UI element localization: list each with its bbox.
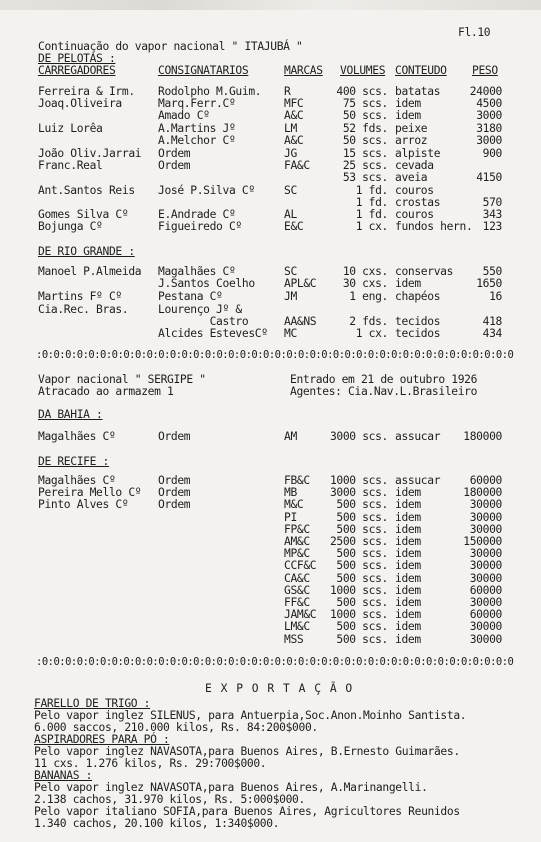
consignee-cell: Magalhães Cº bbox=[158, 265, 236, 278]
folio-number: Fl.10 bbox=[458, 26, 491, 39]
mark-cell: LM&C bbox=[284, 620, 310, 634]
contents-cell: idem bbox=[395, 486, 421, 500]
mark-cell: JG bbox=[284, 147, 297, 160]
export-entry-line: 11 cxs. 1.276 kilos, Rs. 29:700$000. bbox=[34, 757, 267, 770]
contents-cell: crostas bbox=[395, 196, 441, 209]
consignee-cell: Castro bbox=[158, 315, 249, 328]
mark-cell: SC bbox=[284, 265, 297, 278]
consignee-cell: Ordem bbox=[158, 486, 191, 500]
consignee-cell: Rodolpho M.Guim. bbox=[158, 85, 262, 98]
mark-cell: AM&C bbox=[284, 535, 310, 548]
origin-bahia: DA BAHIA : bbox=[38, 408, 103, 421]
shipper-cell: Joaq.Oliveira bbox=[38, 97, 122, 110]
consignee-cell: Figueiredo Cº bbox=[158, 220, 242, 233]
contents-cell: idem bbox=[395, 522, 421, 536]
consignee-cell: José P.Silva Cº bbox=[158, 184, 255, 197]
shipper-cell: Pereira Mello Cº bbox=[38, 486, 142, 500]
mark-cell: R bbox=[284, 85, 291, 98]
consignee-cell: Alcides EstevesCº bbox=[158, 327, 268, 340]
contents-cell: cevada bbox=[395, 159, 434, 172]
volumes-cell: 53 scs. bbox=[342, 171, 388, 184]
volumes-cell: 3000 scs. bbox=[329, 430, 388, 443]
shipper-cell: Magalhães Cº bbox=[38, 430, 116, 443]
shipper-cell: Martins Fº Cº bbox=[38, 290, 122, 303]
consignee-cell: J.Santos Coelho bbox=[158, 277, 255, 290]
shipper-cell: Magalhães Cº bbox=[38, 474, 116, 487]
export-product-heading: ASPIRADORES PARA PÓ : bbox=[34, 733, 170, 746]
volumes-cell: 500 scs. bbox=[336, 510, 388, 524]
consignee-cell: E.Andrade Cº bbox=[158, 208, 236, 221]
export-entry-line: 1.340 cachos, 20.100 kilos, 1:340$000. bbox=[34, 817, 280, 830]
contents-cell: idem bbox=[395, 510, 421, 524]
shipper-cell: Pinto Alves Cº bbox=[38, 498, 129, 512]
contents-cell: batatas bbox=[395, 85, 441, 98]
consignee-cell: A.Melchor Cº bbox=[158, 134, 236, 147]
weight-cell: 3000 bbox=[476, 134, 502, 147]
consignee-cell: Ordem bbox=[158, 430, 191, 443]
shipper-cell: Franc.Real bbox=[38, 159, 103, 172]
consignee-cell: Ordem bbox=[158, 498, 191, 512]
export-entry-line: Pelo vapor inglez NAVASOTA,para Buenos Aires, B.Ernesto Guimarães. bbox=[34, 745, 460, 758]
shipper-cell: Luiz Lorêa bbox=[38, 122, 103, 135]
volumes-cell: 500 scs. bbox=[336, 559, 388, 573]
weight-cell: 30000 bbox=[469, 596, 502, 609]
mark-cell: MC bbox=[284, 327, 297, 340]
origin-recife: DE RECIFE : bbox=[38, 455, 109, 468]
export-product-heading: BANANAS : bbox=[34, 769, 93, 782]
weight-cell: 434 bbox=[482, 327, 502, 340]
weight-cell: 3000 bbox=[476, 109, 502, 122]
mark-cell: JM bbox=[284, 290, 297, 303]
header-weight: PESO bbox=[472, 64, 498, 77]
mark-cell: LM bbox=[284, 122, 297, 135]
consignee-cell: A.Martins Jº bbox=[158, 122, 236, 135]
mark-cell: MB bbox=[284, 486, 297, 500]
volumes-cell: 500 scs. bbox=[336, 547, 388, 561]
continuation-heading: Continuação do vapor nacional " ITAJUBÁ " bbox=[38, 40, 303, 53]
volumes-cell: 1 fd. bbox=[355, 196, 388, 209]
shipper-cell: Manoel P.Almeida bbox=[38, 265, 142, 278]
contents-cell: assucar bbox=[395, 430, 441, 443]
contents-cell: tecidos bbox=[395, 327, 441, 340]
weight-cell: 900 bbox=[482, 147, 502, 160]
volumes-cell: 50 scs. bbox=[342, 109, 388, 122]
volumes-cell: 52 fds. bbox=[342, 122, 388, 135]
volumes-cell: 15 scs. bbox=[342, 147, 388, 160]
contents-cell: arroz bbox=[395, 134, 428, 147]
volumes-cell: 500 scs. bbox=[336, 498, 388, 512]
volumes-cell: 30 cxs. bbox=[342, 277, 388, 290]
volumes-cell: 10 cxs. bbox=[342, 265, 388, 278]
weight-cell: 30000 bbox=[469, 547, 502, 561]
consignee-cell: Pestana Cº bbox=[158, 290, 223, 303]
weight-cell: 30000 bbox=[469, 522, 502, 536]
sergipe-entered: Entrado em 21 de outubro 1926 bbox=[290, 373, 478, 386]
contents-cell: conservas bbox=[395, 265, 454, 278]
weight-cell: 418 bbox=[482, 315, 502, 328]
sergipe-berth: Atracado ao armazem 1 bbox=[38, 385, 174, 398]
weight-cell: 30000 bbox=[469, 620, 502, 634]
shipper-cell: Bojunga Cº bbox=[38, 220, 103, 233]
separator-line: :0:0:0:0:0:0:0:0:0:0:0:0:0:0:0:0:0:0:0:0:0:0:0:0:0:0:0:0:0:0:0:0:0:0:0:0:0:0:0:0:0 bbox=[36, 349, 514, 361]
weight-cell: 123 bbox=[482, 220, 502, 233]
contents-cell: alpiste bbox=[395, 147, 441, 160]
weight-cell: 60000 bbox=[469, 608, 502, 622]
mark-cell: PI bbox=[284, 510, 297, 524]
consignee-cell: Ordem bbox=[158, 159, 191, 172]
contents-cell: idem bbox=[395, 277, 421, 290]
header-shippers: CARREGADORES bbox=[38, 64, 116, 77]
shipper-cell: Cia.Rec. Bras. bbox=[38, 303, 129, 316]
mark-cell: FP&C bbox=[284, 522, 310, 536]
volumes-cell: 2 fds. bbox=[349, 315, 388, 328]
volumes-cell: 1 cx. bbox=[355, 220, 388, 233]
contents-cell: couros bbox=[395, 184, 434, 197]
contents-cell: idem bbox=[395, 498, 421, 512]
shipper-cell: João Oliv.Jarrai bbox=[38, 147, 142, 160]
mark-cell: M&C bbox=[284, 498, 304, 512]
contents-cell: tecidos bbox=[395, 315, 441, 328]
weight-cell: 30000 bbox=[469, 632, 502, 646]
consignee-cell: Amado Cº bbox=[158, 109, 210, 122]
volumes-cell: 1000 scs. bbox=[329, 474, 388, 487]
weight-cell: 3180 bbox=[476, 122, 502, 135]
export-title: E X P O R T A Ç Ã O bbox=[205, 682, 354, 695]
contents-cell: idem bbox=[395, 109, 421, 122]
volumes-cell: 3000 scs. bbox=[329, 486, 388, 500]
header-volumes: VOLUMES bbox=[340, 64, 386, 77]
origin-rio-grande: DE RIO GRANDE : bbox=[38, 245, 135, 258]
contents-cell: idem bbox=[395, 596, 421, 609]
mark-cell: AA&NS bbox=[284, 315, 317, 328]
contents-cell: idem bbox=[395, 620, 421, 634]
contents-cell: idem bbox=[395, 535, 421, 548]
export-entry-line: Pelo vapor inglez SILENUS, para Antuerpia,Soc.Anon.Moinho Santista. bbox=[34, 709, 467, 722]
header-consignees: CONSIGNATARIOS bbox=[158, 64, 249, 77]
mark-cell: AL bbox=[284, 208, 297, 221]
export-entry-line: Pelo vapor inglez NAVASOTA,para Buenos Aires, A.Marinangelli. bbox=[34, 781, 428, 794]
export-entry-line: Pelo vapor italiano SOFIA,para Buenos Aires, Agricultores Reunidos bbox=[34, 805, 460, 818]
weight-cell: 4500 bbox=[476, 97, 502, 110]
volumes-cell: 1 cx. bbox=[355, 327, 388, 340]
mark-cell: A&C bbox=[284, 134, 304, 147]
weight-cell: 24000 bbox=[469, 85, 502, 98]
contents-cell: idem bbox=[395, 632, 421, 646]
volumes-cell: 2500 scs. bbox=[329, 535, 388, 548]
weight-cell: 180000 bbox=[463, 430, 502, 443]
volumes-cell: 500 scs. bbox=[336, 632, 388, 646]
weight-cell: 60000 bbox=[469, 583, 502, 597]
consignee-cell: Marq.Ferr.Cº bbox=[158, 97, 236, 110]
contents-cell: idem bbox=[395, 608, 421, 622]
volumes-cell: 1000 scs. bbox=[329, 583, 388, 597]
weight-cell: 4150 bbox=[476, 171, 502, 184]
weight-cell: 60000 bbox=[469, 474, 502, 487]
volumes-cell: 500 scs. bbox=[336, 596, 388, 609]
mark-cell: FF&C bbox=[284, 596, 310, 609]
mark-cell: GS&C bbox=[284, 583, 310, 597]
origin-pelotas: DE PELOTAS : bbox=[38, 52, 116, 65]
volumes-cell: 1000 scs. bbox=[329, 608, 388, 622]
mark-cell: MP&C bbox=[284, 547, 310, 561]
mark-cell: FA&C bbox=[284, 159, 310, 172]
separator-line-2: :0:0:0:0:0:0:0:0:0:0:0:0:0:0:0:0:0:0:0:0:0:0:0:0:0:0:0:0:0:0:0:0:0:0:0:0:0:0:0:0:0 bbox=[36, 656, 514, 668]
volumes-cell: 1 eng. bbox=[349, 290, 388, 303]
weight-cell: 16 bbox=[489, 290, 502, 303]
consignee-cell: Lourenço Jº & bbox=[158, 303, 242, 316]
contents-cell: assucar bbox=[395, 474, 441, 487]
mark-cell: MFC bbox=[284, 97, 304, 110]
mark-cell: MSS bbox=[284, 632, 304, 646]
weight-cell: 30000 bbox=[469, 559, 502, 573]
export-entry-line: 2.138 cachos, 31.970 kilos, Rs. 5:000$000. bbox=[34, 793, 305, 806]
volumes-cell: 500 scs. bbox=[336, 522, 388, 536]
sergipe-vessel: Vapor nacional " SERGIPE " bbox=[38, 373, 206, 386]
mark-cell: FB&C bbox=[284, 474, 310, 487]
consignee-cell: Ordem bbox=[158, 474, 191, 487]
contents-cell: couros bbox=[395, 208, 434, 221]
shipper-cell: Gomes Silva Cº bbox=[38, 208, 129, 221]
weight-cell: 570 bbox=[482, 196, 502, 209]
scan-edge bbox=[0, 0, 541, 10]
weight-cell: 1650 bbox=[476, 277, 502, 290]
volumes-cell: 25 scs. bbox=[342, 159, 388, 172]
weight-cell: 180000 bbox=[463, 486, 502, 500]
mark-cell: JAM&C bbox=[284, 608, 317, 622]
contents-cell: idem bbox=[395, 571, 421, 585]
mark-cell: SC bbox=[284, 184, 297, 197]
contents-cell: peixe bbox=[395, 122, 428, 135]
shipper-cell: Ferreira & Irm. bbox=[38, 85, 135, 98]
mark-cell: CCF&C bbox=[284, 559, 317, 573]
shipper-cell: Ant.Santos Reis bbox=[38, 184, 135, 197]
mark-cell: A&C bbox=[284, 109, 304, 122]
contents-cell: idem bbox=[395, 559, 421, 573]
header-marks: MARCAS bbox=[284, 64, 323, 77]
mark-cell: APL&C bbox=[284, 277, 317, 290]
volumes-cell: 50 scs. bbox=[342, 134, 388, 147]
weight-cell: 550 bbox=[482, 265, 502, 278]
contents-cell: idem bbox=[395, 583, 421, 597]
export-entry-line: 6.000 saccos, 210.000 kilos, Rs. 84:200$000. bbox=[34, 721, 318, 734]
contents-cell: idem bbox=[395, 97, 421, 110]
contents-cell: chapéos bbox=[395, 290, 441, 303]
export-product-heading: FARELLO DE TRIGO : bbox=[34, 697, 151, 710]
weight-cell: 343 bbox=[482, 208, 502, 221]
volumes-cell: 400 scs. bbox=[336, 85, 388, 98]
weight-cell: 150000 bbox=[463, 535, 502, 548]
weight-cell: 30000 bbox=[469, 498, 502, 512]
contents-cell: aveia bbox=[395, 171, 428, 184]
weight-cell: 30000 bbox=[469, 571, 502, 585]
weight-cell: 30000 bbox=[469, 510, 502, 524]
mark-cell: E&C bbox=[284, 220, 304, 233]
sergipe-agents: Agentes: Cia.Nav.L.Brasileiro bbox=[290, 385, 478, 398]
mark-cell: CA&C bbox=[284, 571, 310, 585]
volumes-cell: 1 fd. bbox=[355, 184, 388, 197]
contents-cell: fundos hern. bbox=[395, 220, 473, 233]
contents-cell: idem bbox=[395, 547, 421, 561]
mark-cell: AM bbox=[284, 430, 297, 443]
header-contents: CONTEUDO bbox=[395, 64, 447, 77]
volumes-cell: 75 scs. bbox=[342, 97, 388, 110]
consignee-cell: Ordem bbox=[158, 147, 191, 160]
volumes-cell: 500 scs. bbox=[336, 571, 388, 585]
volumes-cell: 1 fd. bbox=[355, 208, 388, 221]
volumes-cell: 500 scs. bbox=[336, 620, 388, 634]
